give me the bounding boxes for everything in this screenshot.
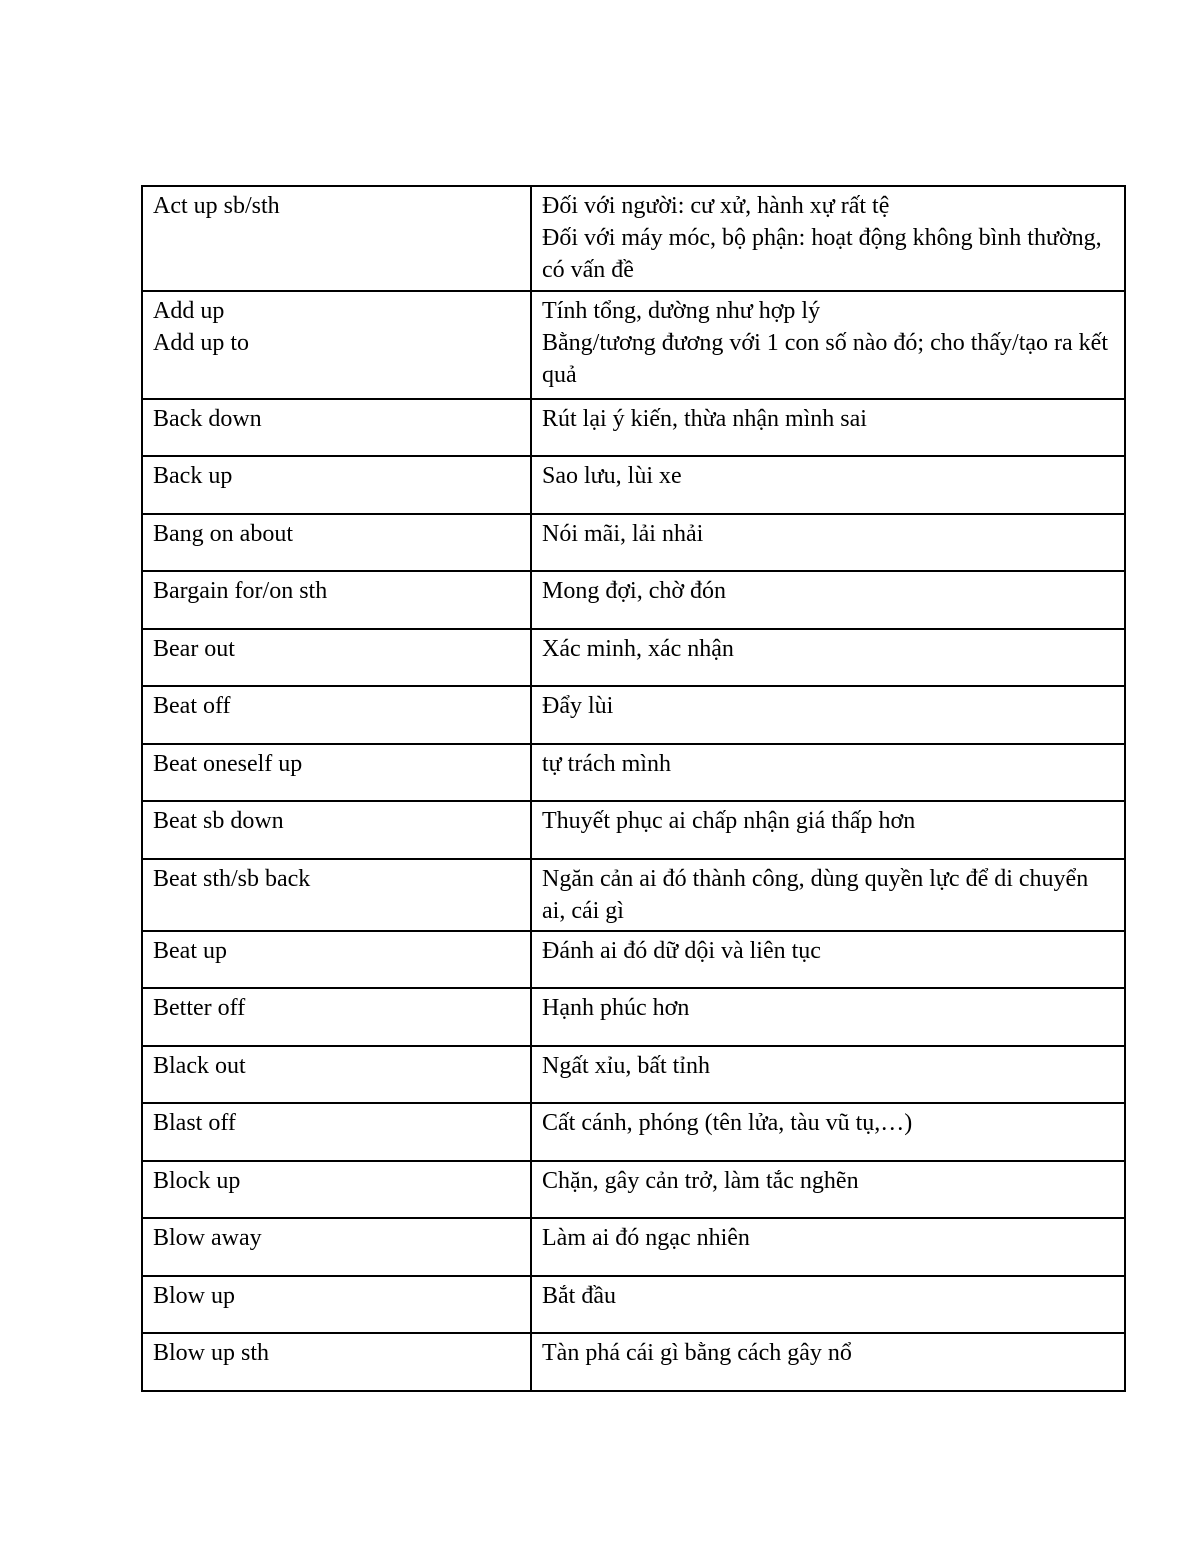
meaning-cell bbox=[531, 931, 1125, 988]
meaning-text: Bằng/tương đương với 1 con số nào đó; cho thấy/tạo ra kết quả bbox=[542, 330, 1108, 388]
term-cell bbox=[142, 186, 531, 291]
term-text: Blow up bbox=[153, 1283, 236, 1309]
table-row bbox=[142, 291, 1125, 399]
meaning-text: Ngăn cản ai đó thành công, dùng quyền lực để di chuyển ai, cái gì bbox=[542, 866, 1089, 924]
meaning-cell bbox=[531, 399, 1125, 456]
meaning-cell bbox=[531, 801, 1125, 859]
meaning-text: Đẩy lùi bbox=[542, 693, 614, 719]
meaning-text: Làm ai đó ngạc nhiên bbox=[542, 1225, 750, 1251]
table-row bbox=[142, 1333, 1125, 1391]
term-text: Blow up sth bbox=[153, 1340, 270, 1366]
table-body bbox=[142, 186, 1125, 1391]
table-row bbox=[142, 629, 1125, 686]
term-text: Black out bbox=[153, 1053, 246, 1079]
meaning-text: Xác minh, xác nhận bbox=[542, 636, 734, 662]
meaning-text: Mong đợi, chờ đón bbox=[542, 578, 727, 604]
term-text: Beat sb down bbox=[153, 808, 284, 834]
meaning-text: Thuyết phục ai chấp nhận giá thấp hơn bbox=[542, 808, 916, 834]
term-cell bbox=[142, 1218, 531, 1276]
term-text: Better off bbox=[153, 995, 246, 1021]
table-row bbox=[142, 186, 1125, 291]
table-row bbox=[142, 571, 1125, 629]
meaning-cell bbox=[531, 186, 1125, 291]
term-text: Beat sth/sb back bbox=[153, 866, 311, 892]
meaning-cell bbox=[531, 1276, 1125, 1333]
meaning-text: Tính tổng, dường như hợp lý bbox=[542, 298, 821, 324]
term-text: Add up bbox=[153, 298, 225, 324]
table-row bbox=[142, 988, 1125, 1046]
table-row bbox=[142, 1103, 1125, 1161]
phrasal-verb-table bbox=[141, 185, 1126, 1392]
table-row bbox=[142, 1218, 1125, 1276]
term-cell bbox=[142, 1276, 531, 1333]
term-cell bbox=[142, 859, 531, 931]
table-row bbox=[142, 1161, 1125, 1218]
meaning-text: Tàn phá cái gì bằng cách gây nổ bbox=[542, 1340, 852, 1366]
meaning-text: Bắt đầu bbox=[542, 1283, 616, 1309]
meaning-cell bbox=[531, 571, 1125, 629]
meaning-text: Sao lưu, lùi xe bbox=[542, 463, 682, 489]
term-cell bbox=[142, 988, 531, 1046]
term-text: Act up sb/sth bbox=[153, 193, 280, 219]
meaning-cell bbox=[531, 988, 1125, 1046]
table-row bbox=[142, 456, 1125, 514]
term-cell bbox=[142, 456, 531, 514]
term-text: Block up bbox=[153, 1168, 241, 1194]
term-text: Beat off bbox=[153, 693, 231, 719]
term-cell bbox=[142, 1046, 531, 1103]
meaning-cell bbox=[531, 1103, 1125, 1161]
term-cell bbox=[142, 931, 531, 988]
term-cell bbox=[142, 571, 531, 629]
term-cell bbox=[142, 744, 531, 801]
term-text: Bargain for/on sth bbox=[153, 578, 328, 604]
table-row bbox=[142, 931, 1125, 988]
term-text: Back down bbox=[153, 406, 262, 432]
meaning-cell bbox=[531, 291, 1125, 399]
table-row bbox=[142, 514, 1125, 571]
table-row bbox=[142, 1046, 1125, 1103]
table-row bbox=[142, 1276, 1125, 1333]
term-text: Blow away bbox=[153, 1225, 262, 1251]
term-cell bbox=[142, 514, 531, 571]
meaning-text: Rút lại ý kiến, thừa nhận mình sai bbox=[542, 406, 867, 432]
term-cell bbox=[142, 629, 531, 686]
term-cell bbox=[142, 1161, 531, 1218]
term-text: Back up bbox=[153, 463, 233, 489]
term-text: Bear out bbox=[153, 636, 235, 662]
meaning-cell bbox=[531, 629, 1125, 686]
meaning-cell bbox=[531, 1046, 1125, 1103]
term-cell bbox=[142, 1103, 531, 1161]
meaning-text: Đối với máy móc, bộ phận: hoạt động không bình thường, có vấn đề bbox=[542, 225, 1102, 283]
table-row bbox=[142, 399, 1125, 456]
term-text: Blast off bbox=[153, 1110, 236, 1136]
term-cell bbox=[142, 686, 531, 744]
table-row bbox=[142, 686, 1125, 744]
meaning-text: Chặn, gây cản trở, làm tắc nghẽn bbox=[542, 1168, 859, 1194]
term-cell bbox=[142, 291, 531, 399]
meaning-cell bbox=[531, 1218, 1125, 1276]
term-cell bbox=[142, 801, 531, 859]
table-row bbox=[142, 744, 1125, 801]
term-text: Add up to bbox=[153, 330, 249, 356]
term-text: Beat oneself up bbox=[153, 751, 303, 777]
table-row bbox=[142, 859, 1125, 931]
term-cell bbox=[142, 399, 531, 456]
meaning-cell bbox=[531, 1161, 1125, 1218]
meaning-text: Ngất xỉu, bất tỉnh bbox=[542, 1053, 710, 1079]
meaning-cell bbox=[531, 456, 1125, 514]
table-row bbox=[142, 801, 1125, 859]
meaning-text: Hạnh phúc hơn bbox=[542, 995, 690, 1021]
term-text: Beat up bbox=[153, 938, 227, 964]
meaning-cell bbox=[531, 1333, 1125, 1391]
meaning-text: Nói mãi, lải nhải bbox=[542, 521, 704, 547]
meaning-text: Cất cánh, phóng (tên lửa, tàu vũ tụ,…) bbox=[542, 1110, 913, 1136]
meaning-text: tự trách mình bbox=[542, 751, 671, 777]
term-text: Bang on about bbox=[153, 521, 293, 547]
meaning-cell bbox=[531, 686, 1125, 744]
meaning-text: Đánh ai đó dữ dội và liên tục bbox=[542, 938, 821, 964]
term-cell bbox=[142, 1333, 531, 1391]
meaning-cell bbox=[531, 859, 1125, 931]
meaning-cell bbox=[531, 744, 1125, 801]
meaning-cell bbox=[531, 514, 1125, 571]
meaning-text: Đối với người: cư xử, hành xự rất tệ bbox=[542, 193, 890, 219]
